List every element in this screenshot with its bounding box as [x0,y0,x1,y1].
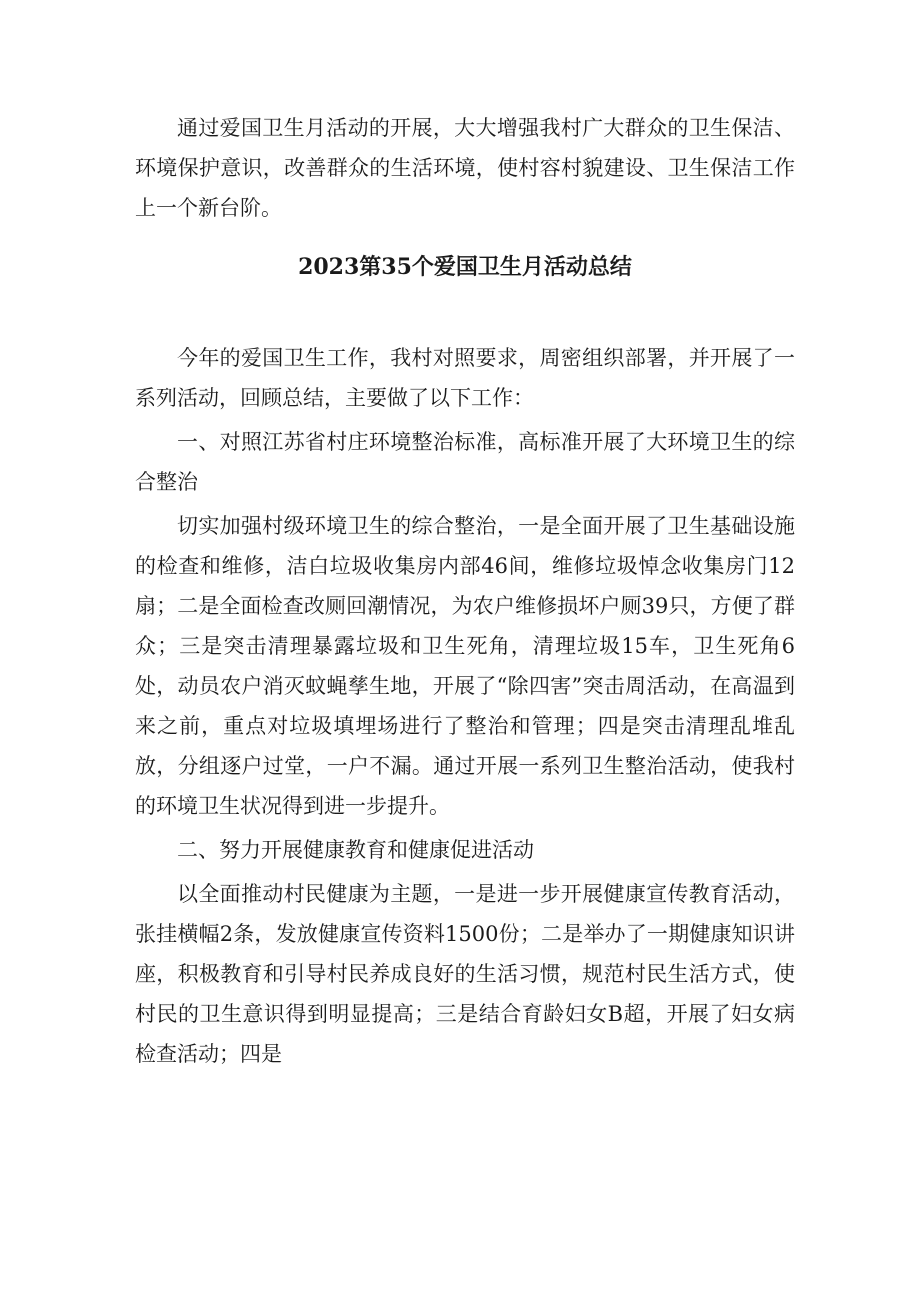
opening-paragraph: 今年的爱国卫生工作，我村对照要求，周密组织部署，并开展了一系列活动，回顾总结，主要做了以下工作： [135,346,795,410]
section-2-paragraph: 以全面推动村民健康为主题，一是进一步开展健康宣传教育活动，张挂横幅2条，发放健康宣传资料1500份；二是举办了一期健康知识讲座，积极教育和引导村民养成良好的生活习惯，规范村民生活方式，使村民的卫生意识得到明显提高；三是结合育龄妇女B超，开展了妇女病检查活动；四是 [135,882,795,1066]
section-heading-1: 一、对照江苏省村庄环境整治标准，高标准开展了大环境卫生的综合整治 [135,430,795,494]
intro-paragraph: 通过爱国卫生月活动的开展，大大增强我村广大群众的卫生保洁、环境保护意识，改善群众的生活环境，使村容村貌建设、卫生保洁工作上一个新台阶。 [135,116,795,220]
document-page [135,108,795,1078]
document-title: 2023第35个爱国卫生月活动总结 [298,254,632,280]
section-heading-2: 二、努力开展健康教育和健康促进活动 [177,838,534,862]
section-1-paragraph: 切实加强村级环境卫生的综合整治，一是全面开展了卫生基础设施的检查和维修，洁白垃圾收集房内部46间，维修垃圾悼念收集房门12扇；二是全面检查改厕回潮情况，为农户维修损坏户厕39只，方便了群众；三是突击清理暴露垃圾和卫生死角，清理垃圾15车，卫生死角6处，动员农户消灭蚊蝇孳生地，开展了“除四害”突击周活动，在高温到来之前，重点对垃圾填埋场进行了整治和管理；四是突击清理乱堆乱放，分组逐户过堂，一户不漏。通过开展一系列卫生整治活动，使我村的环境卫生状况得到进一步提升。 [135,514,795,818]
